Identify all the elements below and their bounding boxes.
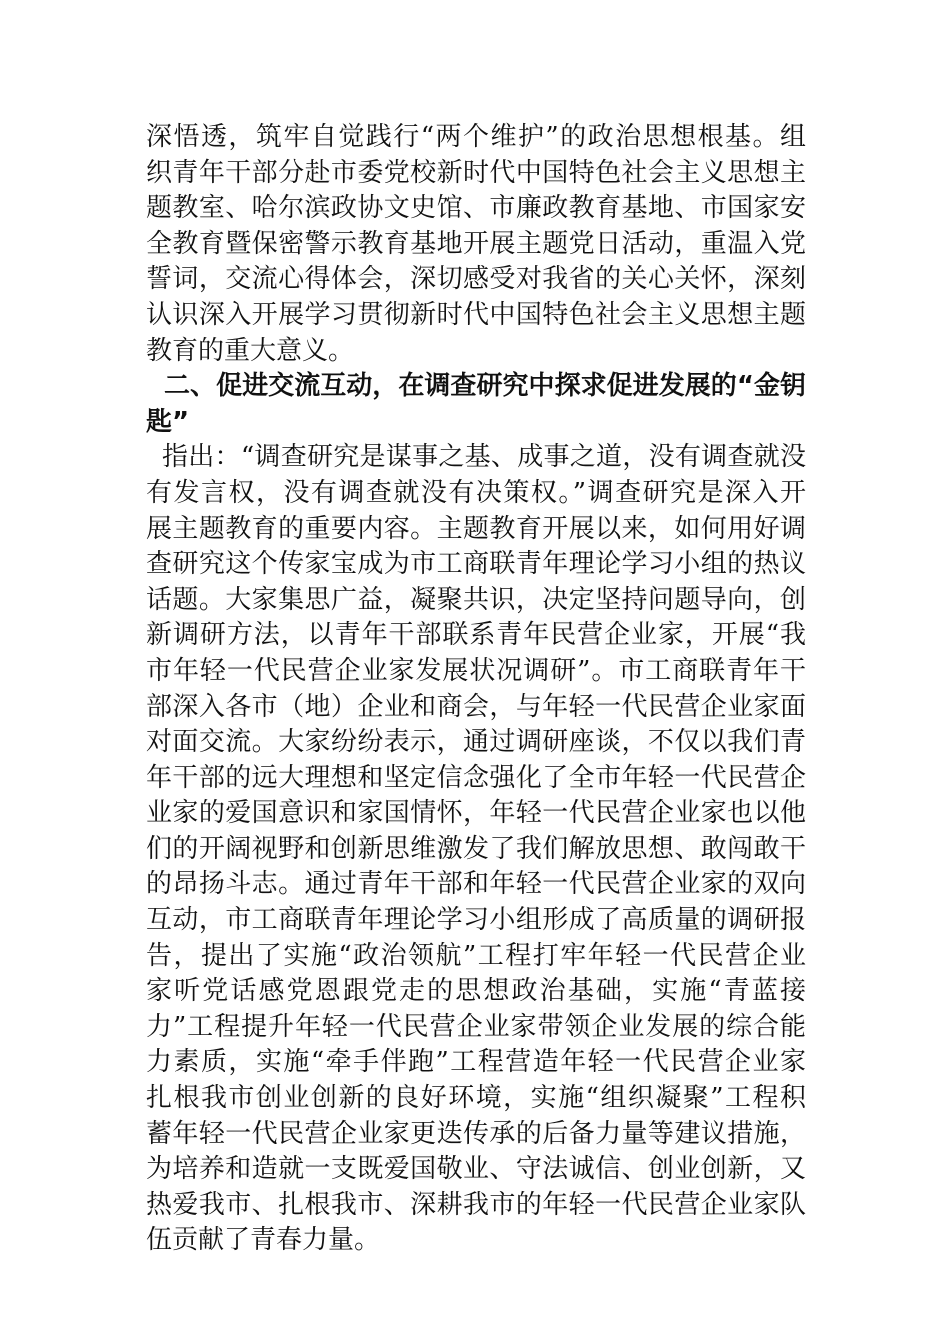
paragraph-line: 部深入各市（地）企业和商会，与年轻一代民营企业家面 xyxy=(146,691,806,722)
paragraph-line: 伍贡献了青春力量。 xyxy=(146,1225,381,1256)
paragraph-1 xyxy=(146,120,806,369)
paragraph-line: 对面交流。大家纷纷表示，通过调研座谈，不仅以我们青 xyxy=(146,727,806,758)
paragraph-line: 市年轻一代民营企业家发展状况调研”。市工商联青年干 xyxy=(146,655,806,686)
paragraph-line: 告，提出了实施“政治领航”工程打牢年轻一代民营企业 xyxy=(146,940,806,971)
paragraph-line: 全教育暨保密警示教育基地开展主题党日活动，重温入党 xyxy=(146,228,806,259)
paragraph-line: 展主题教育的重要内容。主题教育开展以来，如何用好调 xyxy=(146,513,806,544)
paragraph-line: 织青年干部分赴市委党校新时代中国特色社会主义思想主 xyxy=(146,157,806,188)
paragraph-line: 深悟透，筑牢自觉践行“两个维护”的政治思想根基。组 xyxy=(146,122,806,152)
paragraph-line: 家听党话感党恩跟党走的思想政治基础，实施“青蓝接 xyxy=(146,976,806,1007)
paragraph-line: 新调研方法，以青年干部联系青年民营企业家，开展“我 xyxy=(146,620,806,651)
paragraph-line: 题教室、哈尔滨政协文史馆、市廉政教育基地、市国家安 xyxy=(146,193,806,224)
document-page xyxy=(146,120,806,1259)
paragraph-line: 为培养和造就一支既爱国敬业、守法诚信、创业创新，又 xyxy=(146,1154,806,1185)
heading-line: 二、促进交流互动，在调查研究中探求促进发展的“金钥 xyxy=(164,371,806,402)
paragraph-line: 话题。大家集思广益，凝聚共识，决定坚持问题导向，创 xyxy=(146,584,806,615)
paragraph-line: 年干部的远大理想和坚定信念强化了全市年轻一代民营企 xyxy=(146,762,806,793)
paragraph-line: 誓词，交流心得体会，深切感受对我省的关心关怀，深刻 xyxy=(146,264,806,295)
paragraph-line: 认识深入开展学习贯彻新时代中国特色社会主义思想主题 xyxy=(146,299,806,330)
paragraph-line: 力”工程提升年轻一代民营企业家带领企业发展的综合能 xyxy=(146,1011,806,1042)
paragraph-line: 有发言权，没有调查就没有决策权。”调查研究是深入开 xyxy=(146,477,806,508)
paragraph-line: 热爱我市、扎根我市、深耕我市的年轻一代民营企业家队 xyxy=(146,1189,806,1220)
paragraph-line: 力素质，实施“牵手伴跑”工程营造年轻一代民营企业家 xyxy=(146,1047,806,1078)
paragraph-line: 互动，市工商联青年理论学习小组形成了高质量的调研报 xyxy=(146,905,806,936)
paragraph-line: 扎根我市创业创新的良好环境，实施“组织凝聚”工程积 xyxy=(146,1083,806,1114)
heading-line: 匙” xyxy=(146,406,190,437)
paragraph-line: 业家的爱国意识和家国情怀，年轻一代民营企业家也以他 xyxy=(146,798,806,829)
section-heading xyxy=(146,369,806,440)
paragraph-line: 的昂扬斗志。通过青年干部和年轻一代民营企业家的双向 xyxy=(146,869,806,900)
paragraph-line: 指出：“调查研究是谋事之基、成事之道，没有调查就没 xyxy=(162,442,806,473)
paragraph-line: 们的开阔视野和创新思维激发了我们解放思想、敢闯敢干 xyxy=(146,833,806,864)
paragraph-line: 查研究这个传家宝成为市工商联青年理论学习小组的热议 xyxy=(146,549,806,580)
paragraph-2 xyxy=(146,440,806,1259)
paragraph-line: 教育的重大意义。 xyxy=(146,335,355,366)
paragraph-line: 蓄年轻一代民营企业家更迭传承的后备力量等建议措施， xyxy=(146,1118,806,1149)
